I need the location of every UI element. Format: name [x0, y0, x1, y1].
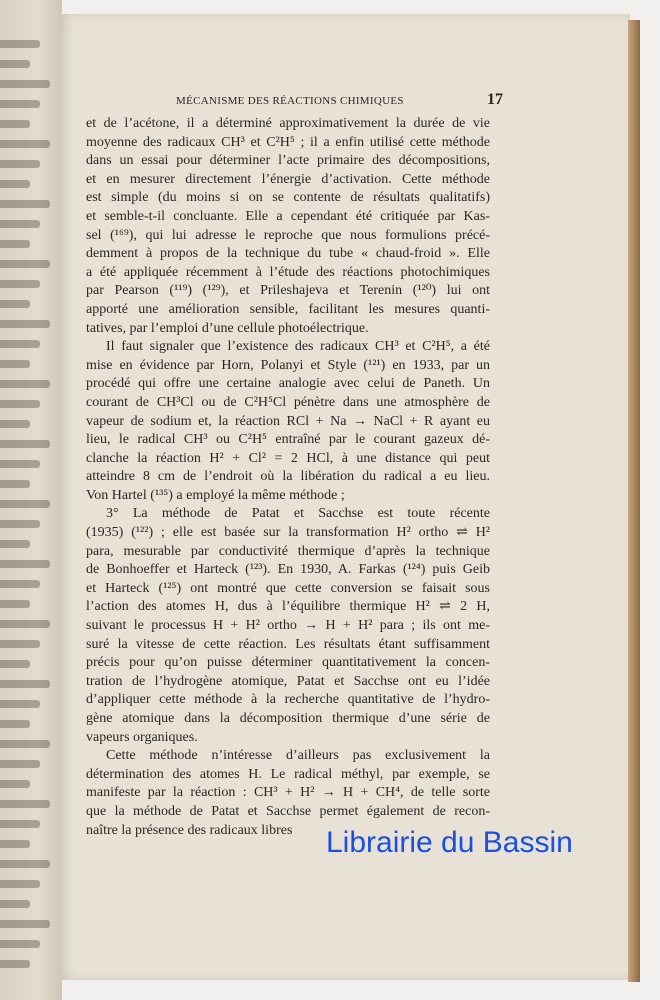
- previous-page-text: [0, 960, 30, 968]
- previous-page-text: [0, 940, 40, 948]
- previous-page-text: [0, 380, 50, 388]
- text-line: naître la présence des radicaux libres: [86, 822, 293, 838]
- text-line: Cette méthode n’intéresse d’ailleurs pas exclusivement la: [106, 748, 490, 764]
- text-line: gène atomique dans la décomposition thermique d’une série de: [86, 711, 490, 726]
- text-line: Il faut signaler que l’existence des radicaux CH³ et C²H⁵, a été: [106, 339, 490, 355]
- page-number: 17: [487, 91, 503, 108]
- previous-page-text: [0, 720, 30, 728]
- text-line: tration de l’hydrogène atomique, Patat et Sacchse ont eu l’idée: [86, 673, 490, 689]
- previous-page-text: [0, 440, 50, 448]
- text-line: et semble-t-il concluante. Elle a cependant été critiquée par Kas-: [86, 208, 490, 224]
- previous-page-text: [0, 900, 30, 908]
- previous-page-text: [0, 880, 40, 888]
- text-line: para, mesurable par conductivité thermique d’après la technique: [86, 543, 490, 559]
- text-line: courant de CH³Cl ou de C²H⁵Cl pénètre dans une atmosphère de: [86, 394, 490, 410]
- previous-page-text: [0, 780, 30, 788]
- previous-page-text: [0, 520, 40, 528]
- text-line: précis pour qu’on puisse déterminer quantitativement la concen-: [86, 655, 490, 671]
- previous-page-text: [0, 220, 40, 228]
- text-line: et de l’acétone, il a déterminé approximativement la durée de vie: [86, 116, 490, 131]
- previous-page-text: [0, 560, 50, 568]
- text-line: détermination des atomes H. Le radical méthyl, par exemple, se: [86, 766, 490, 782]
- previous-page-text: [0, 820, 40, 828]
- previous-page-text: [0, 280, 40, 288]
- text-line: a été appliquée récemment à l’étude des réactions photochimiques: [86, 264, 490, 280]
- running-title: MÉCANISME DES RÉACTIONS CHIMIQUES: [176, 95, 404, 107]
- text-line: vapeurs organiques.: [86, 729, 198, 745]
- page-edge: [628, 20, 640, 982]
- body-text: [86, 115, 490, 840]
- text-line: vapeur de sodium et, la réaction RCl + Na → NaCl + R ayant eu: [86, 413, 490, 429]
- previous-page-text: [0, 700, 40, 708]
- text-line: sel (¹⁶⁹), qui lui adresse le reproche que nous formulions précé-: [86, 227, 490, 243]
- previous-page-text: [0, 620, 50, 628]
- text-line: dans un essai pour déterminer l’acte primaire des décompositions,: [86, 153, 490, 169]
- previous-page-text: [0, 860, 50, 868]
- previous-page-text: [0, 300, 30, 308]
- text-line: clanche la réaction H² + Cl² = 2 HCl, à une distance qui peut: [86, 450, 490, 466]
- previous-page-text: [0, 360, 30, 368]
- previous-page-text: [0, 160, 40, 168]
- previous-page-text: [0, 500, 50, 508]
- text-line: moyenne des radicaux CH³ et C²H⁵ ; il a enfin utilisé cette méthode: [86, 134, 490, 150]
- text-line: demment à propos de la technique du tube « chaud-froid ». Elle: [86, 246, 490, 262]
- previous-page-text: [0, 140, 50, 148]
- text-line: tatives, par l’emploi d’une cellule photoélectrique.: [86, 320, 369, 336]
- previous-page-text: [0, 920, 50, 928]
- previous-page-text: [0, 740, 50, 748]
- text-line: Von Hartel (¹³⁵) a employé la même méthode ;: [86, 487, 345, 503]
- previous-pages-edge: [0, 0, 62, 1000]
- previous-page-text: [0, 80, 50, 88]
- previous-page-text: [0, 260, 50, 268]
- previous-page-text: [0, 460, 40, 468]
- previous-page-text: [0, 760, 40, 768]
- text-line: l’action des atomes H, dus à l’équilibre thermique H² ⇌ 2 H,: [86, 599, 490, 615]
- text-line: suré la vitesse de cette réaction. Les résultats étant suffisamment: [86, 636, 490, 652]
- previous-page-text: [0, 840, 30, 848]
- watermark: Librairie du Bassin: [326, 826, 573, 859]
- text-line: lieu, le radical CH³ ou C²H⁵ entraîné par le courant gazeux dé-: [86, 432, 490, 448]
- previous-page-text: [0, 60, 30, 68]
- text-line: manifeste par la réaction : CH³ + H² → H + CH⁴, de telle sorte: [86, 785, 490, 801]
- text-line: mise en évidence par Horn, Polanyi et Style (¹²¹) en 1933, par un: [86, 357, 490, 373]
- previous-page-text: [0, 600, 30, 608]
- text-line: de Bonhoeffer et Harteck (¹²³). En 1930, A. Farkas (¹²⁴) puis Geib: [86, 562, 490, 578]
- text-line: suivant le processus H + H² ortho → H + H² para ; ils ont me-: [86, 618, 490, 634]
- text-line: apporté une amélioration sensible, facilitant les mesures quanti-: [86, 301, 490, 317]
- text-line: est simple (du moins si on se contente de résultats qualitatifs): [86, 190, 490, 206]
- text-line: (1935) (¹²²) ; elle est basée sur la transformation H² ortho ⇌ H²: [86, 525, 490, 541]
- text-line: par Pearson (¹¹⁹) (¹²⁹), et Prileshajeva et Terenin (¹²⁰) lui ont: [86, 283, 490, 299]
- text-line: et en mesurer directement l’énergie d’activation. Cette méthode: [86, 171, 490, 187]
- previous-page-text: [0, 800, 50, 808]
- previous-page-text: [0, 340, 40, 348]
- previous-page-text: [0, 580, 40, 588]
- previous-page-text: [0, 400, 40, 408]
- previous-page-text: [0, 660, 30, 668]
- text-line: et Harteck (¹²⁵) ont montré que cette conversion se faisait sous: [86, 580, 490, 596]
- previous-page-text: [0, 540, 30, 548]
- text-line: que la méthode de Patat et Sacchse permet également de recon-: [86, 803, 490, 819]
- text-line: atteindre 8 cm de l’endroit où la libération du radical a eu lieu.: [86, 469, 490, 485]
- previous-page-text: [0, 180, 30, 188]
- text-line: procédé qui offre une certaine analogie avec celui de Paneth. Un: [86, 376, 490, 392]
- previous-page-text: [0, 100, 40, 108]
- previous-page-text: [0, 420, 30, 428]
- previous-page-text: [0, 640, 40, 648]
- previous-page-text: [0, 480, 30, 488]
- text-line: d’appliquer cette méthode à la recherche quantitative de l’hydro-: [86, 692, 490, 708]
- previous-page-text: [0, 240, 30, 248]
- previous-page-text: [0, 40, 40, 48]
- text-line: 3° La méthode de Patat et Sacchse est toute récente: [106, 506, 490, 522]
- previous-page-text: [0, 120, 30, 128]
- previous-page-text: [0, 320, 50, 328]
- previous-page-text: [0, 680, 50, 688]
- previous-page-text: [0, 200, 50, 208]
